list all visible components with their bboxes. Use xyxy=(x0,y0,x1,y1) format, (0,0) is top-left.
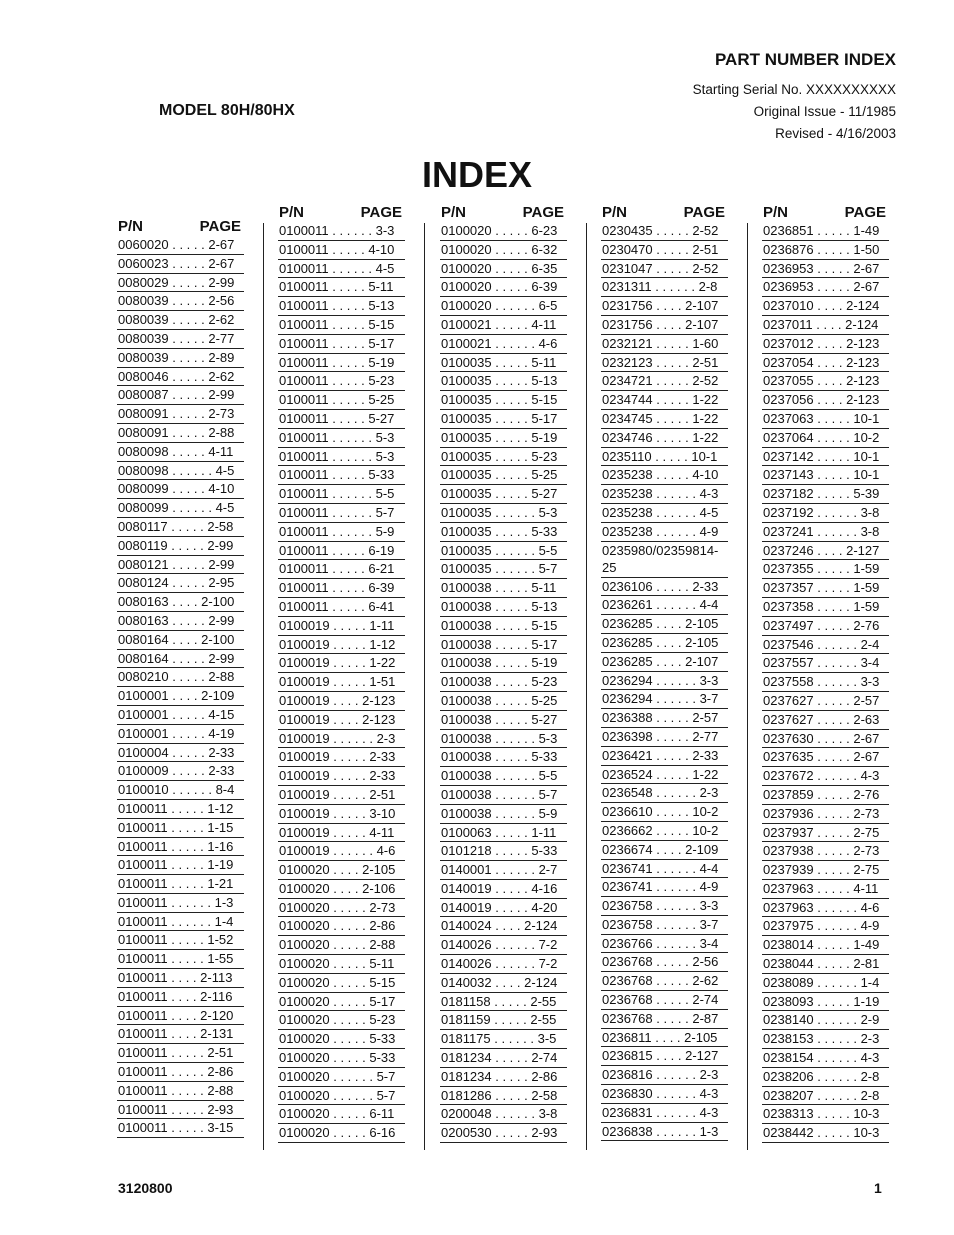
index-entry: 0100011 . . . . . . 5-5 xyxy=(278,485,405,504)
index-entry: 0237182 . . . . . 5-39 xyxy=(762,485,889,504)
column-divider xyxy=(424,223,425,1150)
index-entry: 0100011 . . . . . 1-19 xyxy=(117,856,244,875)
index-entry: 0100019 . . . . . 1-11 xyxy=(278,617,405,636)
index-entry: 0140026 . . . . . . 7-2 xyxy=(440,955,567,974)
pn-header: P/N xyxy=(118,218,144,235)
index-entry: 0080117 . . . . . 2-58 xyxy=(117,518,244,537)
index-entry: 0080039 . . . . . 2-62 xyxy=(117,311,244,330)
index-entry: 0100020 . . . . . . 5-7 xyxy=(278,1087,405,1106)
index-entry: 0181159 . . . . . 2-55 xyxy=(440,1011,567,1030)
index-entry: 0237939 . . . . . 2-75 xyxy=(762,861,889,880)
index-entry: 0100020 . . . . . 5-11 xyxy=(278,955,405,974)
index-entry: 0100038 . . . . . . 5-3 xyxy=(440,730,567,749)
index-entry: 0236838 . . . . . . 1-3 xyxy=(601,1123,728,1142)
index-entry: 0236768 . . . . . 2-87 xyxy=(601,1010,728,1029)
index-entry: 0101218 . . . . . 5-33 xyxy=(440,842,567,861)
index-column-5 xyxy=(762,204,889,1143)
index-entry: 0237627 . . . . . 2-57 xyxy=(762,692,889,711)
index-entry: 0100035 . . . . . 5-19 xyxy=(440,429,567,448)
index-entry: 0100011 . . . . . . 5-3 xyxy=(278,429,405,448)
index-entry: 0238014 . . . . . 1-49 xyxy=(762,936,889,955)
index-entry: 0100011 . . . . . 5-25 xyxy=(278,391,405,410)
index-entry: 0236758 . . . . . . 3-3 xyxy=(601,897,728,916)
index-entry: 0100035 . . . . . 5-27 xyxy=(440,485,567,504)
index-entry: 0100038 . . . . . 5-27 xyxy=(440,711,567,730)
doc-number: 3120800 xyxy=(118,1180,173,1196)
index-entry: 0100010 . . . . . . 8-4 xyxy=(117,781,244,800)
index-entry: 0200048 . . . . . . 3-8 xyxy=(440,1105,567,1124)
index-entry: 0100011 . . . . 2-116 xyxy=(117,988,244,1007)
pn-header: P/N xyxy=(763,204,789,221)
index-entry: 0100011 . . . . . 5-17 xyxy=(278,335,405,354)
serial-number: Starting Serial No. XXXXXXXXXX xyxy=(692,82,896,97)
index-entry: 0100011 . . . . . 5-11 xyxy=(278,278,405,297)
index-entry: 0236388 . . . . . 2-57 xyxy=(601,709,728,728)
index-entry: 0100011 . . . . . 5-23 xyxy=(278,372,405,391)
index-entry: 0235110 . . . . . 10-1 xyxy=(601,448,728,467)
index-entry: 0237627 . . . . . 2-63 xyxy=(762,711,889,730)
index-entry: 0140019 . . . . . 4-20 xyxy=(440,899,567,918)
index-entry: 0237064 . . . . . 10-2 xyxy=(762,429,889,448)
index-entry: 0237063 . . . . . 10-1 xyxy=(762,410,889,429)
index-entry: 0100020 . . . . . 5-15 xyxy=(278,974,405,993)
index-entry: 0234746 . . . . . 1-22 xyxy=(601,429,728,448)
index-entry: 0100011 . . . . . . 4-5 xyxy=(278,260,405,279)
pn-header: P/N xyxy=(441,204,467,221)
original-issue: Original Issue - 11/1985 xyxy=(753,104,896,119)
index-entry: 0100020 . . . . . 2-73 xyxy=(278,899,405,918)
index-entry: 0100011 . . . . . 2-86 xyxy=(117,1063,244,1082)
index-entry: 0100011 . . . . . 2-93 xyxy=(117,1101,244,1120)
index-entry: 0238153 . . . . . . 2-3 xyxy=(762,1030,889,1049)
page-header: PAGE xyxy=(683,204,725,221)
index-entry: 0236831 . . . . . . 4-3 xyxy=(601,1104,728,1123)
index-entry: 0100011 . . . . . 1-16 xyxy=(117,838,244,857)
index-entry: 0236816 . . . . . . 2-3 xyxy=(601,1066,728,1085)
index-entry: 0236830 . . . . . . 4-3 xyxy=(601,1085,728,1104)
index-entry: 0100011 . . . . . 5-15 xyxy=(278,316,405,335)
index-entry: 0237055 . . . . 2-123 xyxy=(762,372,889,391)
index-entry: 0100019 . . . . 2-123 xyxy=(278,711,405,730)
index-entry: 0230435 . . . . . 2-52 xyxy=(601,222,728,241)
index-entry: 0100020 . . . . . 5-23 xyxy=(278,1011,405,1030)
index-entry: 0100035 . . . . . 5-23 xyxy=(440,448,567,467)
index-entry: 0236741 . . . . . . 4-4 xyxy=(601,860,728,879)
index-entry: 0100035 . . . . . 5-11 xyxy=(440,354,567,373)
index-entry: 0100011 . . . . 2-113 xyxy=(117,969,244,988)
pn-header: P/N xyxy=(602,204,628,221)
index-entry: 0236548 . . . . . . 2-3 xyxy=(601,784,728,803)
index-entry: 0080091 . . . . . 2-88 xyxy=(117,424,244,443)
index-entry: 0237938 . . . . . 2-73 xyxy=(762,842,889,861)
index-entry: 0100020 . . . . . . 6-5 xyxy=(440,297,567,316)
index-column-3 xyxy=(440,204,567,1143)
index-entry: 0100011 . . . . . 6-19 xyxy=(278,542,405,561)
index-entry: 0100020 . . . . . 6-23 xyxy=(440,222,567,241)
index-entry: 0234721 . . . . . 2-52 xyxy=(601,372,728,391)
index-entry: 0100011 . . . . . 5-33 xyxy=(278,466,405,485)
index-entry: 0100001 . . . . . 4-15 xyxy=(117,706,244,725)
index-entry: 0100035 . . . . . . 5-7 xyxy=(440,560,567,579)
index-entry: 0237936 . . . . . 2-73 xyxy=(762,805,889,824)
index-entry: 0231756 . . . . 2-107 xyxy=(601,297,728,316)
index-entry: 0080039 . . . . . 2-89 xyxy=(117,349,244,368)
index-entry: 0237963 . . . . . . 4-6 xyxy=(762,899,889,918)
index-entry: 0080210 . . . . . 2-88 xyxy=(117,668,244,687)
index-entry: 0100038 . . . . . . 5-9 xyxy=(440,805,567,824)
index-entry: 0100009 . . . . . 2-33 xyxy=(117,762,244,781)
index-entry: 0231311 . . . . . . 2-8 xyxy=(601,278,728,297)
index-entry: 0237557 . . . . . . 3-4 xyxy=(762,654,889,673)
index-entry: 0100019 . . . . . 1-51 xyxy=(278,673,405,692)
index-entry: 0100020 . . . . . 5-33 xyxy=(278,1030,405,1049)
index-entry: 0238154 . . . . . . 4-3 xyxy=(762,1049,889,1068)
index-entry: 0140024 . . . . 2-124 xyxy=(440,917,567,936)
index-entry: 0238044 . . . . . 2-81 xyxy=(762,955,889,974)
index-entry: 0080029 . . . . . 2-99 xyxy=(117,274,244,293)
index-entry: 0236766 . . . . . . 3-4 xyxy=(601,935,728,954)
index-entry: 0080098 . . . . . 4-11 xyxy=(117,443,244,462)
column-divider xyxy=(747,223,748,1150)
index-entry: 0100011 . . . . . . 1-3 xyxy=(117,894,244,913)
index-entry: 0236285 . . . . 2-105 xyxy=(601,615,728,634)
index-entry: 0100019 . . . . . 2-33 xyxy=(278,748,405,767)
index-entry: 0100035 . . . . . 5-17 xyxy=(440,410,567,429)
index-entry: 0100038 . . . . . 5-25 xyxy=(440,692,567,711)
index-entry: 0100011 . . . . . 5-13 xyxy=(278,297,405,316)
index-entry: 0236285 . . . . 2-107 xyxy=(601,653,728,672)
index-entry: 0237355 . . . . . 1-59 xyxy=(762,560,889,579)
index-entry: 0235238 . . . . . . 4-9 xyxy=(601,523,728,542)
index-entry: 0231047 . . . . . 2-52 xyxy=(601,260,728,279)
index-entry: 0100038 . . . . . 5-33 xyxy=(440,748,567,767)
index-entry: 0100020 . . . . . 5-33 xyxy=(278,1049,405,1068)
index-entry: 0100035 . . . . . . 5-5 xyxy=(440,542,567,561)
index-column-2 xyxy=(278,204,405,1143)
index-entry: 0080163 . . . . . 2-99 xyxy=(117,612,244,631)
index-entry: 0100020 . . . . 2-105 xyxy=(278,861,405,880)
index-entry: 0080163 . . . . 2-100 xyxy=(117,593,244,612)
index-entry: 0237975 . . . . . . 4-9 xyxy=(762,917,889,936)
index-entry: 0236953 . . . . . 2-67 xyxy=(762,278,889,297)
index-entry: 0100019 . . . . . 1-12 xyxy=(278,636,405,655)
index-entry: 0100011 . . . . . 3-15 xyxy=(117,1119,244,1138)
index-entry: 0100011 . . . . . 6-41 xyxy=(278,598,405,617)
index-entry: 0236294 . . . . . . 3-7 xyxy=(601,690,728,709)
index-column-1 xyxy=(117,218,244,1138)
index-entry: 0238442 . . . . . 10-3 xyxy=(762,1124,889,1143)
index-entry: 0238140 . . . . . . 2-9 xyxy=(762,1011,889,1030)
index-entry: 0100011 . . . . . 6-21 xyxy=(278,560,405,579)
index-entry: 0100019 . . . . . 3-10 xyxy=(278,805,405,824)
index-entry: 0236610 . . . . . 10-2 xyxy=(601,803,728,822)
index-entry: 0235980/02359814-25 xyxy=(601,542,728,578)
index-entry: 0237672 . . . . . . 4-3 xyxy=(762,767,889,786)
index-entry: 0234745 . . . . . 1-22 xyxy=(601,410,728,429)
index-entry: 0080121 . . . . . 2-99 xyxy=(117,556,244,575)
index-entry: 0100038 . . . . . 5-23 xyxy=(440,673,567,692)
index-entry: 0100011 . . . . . 1-52 xyxy=(117,931,244,950)
index-entry: 0100011 . . . . . 4-10 xyxy=(278,241,405,260)
index-entry: 0080087 . . . . . 2-99 xyxy=(117,386,244,405)
index-entry: 0236768 . . . . . 2-62 xyxy=(601,972,728,991)
index-entry: 0236662 . . . . . 10-2 xyxy=(601,822,728,841)
index-entry: 0100011 . . . . . 2-88 xyxy=(117,1082,244,1101)
index-entry: 0237143 . . . . . 10-1 xyxy=(762,466,889,485)
index-entry: 0234744 . . . . . 1-22 xyxy=(601,391,728,410)
index-entry: 0236421 . . . . . 2-33 xyxy=(601,747,728,766)
index-entry: 0080164 . . . . . 2-99 xyxy=(117,650,244,669)
index-entry: 0100019 . . . . . . 4-6 xyxy=(278,842,405,861)
index-entry: 0237635 . . . . . 2-67 xyxy=(762,748,889,767)
pn-header: P/N xyxy=(279,204,305,221)
index-entry: 0100035 . . . . . . 5-3 xyxy=(440,504,567,523)
index-entry: 0080119 . . . . . 2-99 xyxy=(117,537,244,556)
index-entry: 0181175 . . . . . . 3-5 xyxy=(440,1030,567,1049)
index-column-4 xyxy=(601,204,728,1141)
index-entry: 0238206 . . . . . . 2-8 xyxy=(762,1068,889,1087)
index-entry: 0236851 . . . . . 1-49 xyxy=(762,222,889,241)
index-entry: 0236768 . . . . . 2-56 xyxy=(601,953,728,972)
index-entry: 0236741 . . . . . . 4-9 xyxy=(601,878,728,897)
index-entry: 0238313 . . . . . 10-3 xyxy=(762,1105,889,1124)
column-divider xyxy=(586,223,587,1150)
index-entry: 0100038 . . . . . 5-15 xyxy=(440,617,567,636)
index-entry: 0100063 . . . . . 1-11 xyxy=(440,824,567,843)
index-entry: 0237246 . . . . 2-127 xyxy=(762,542,889,561)
index-entry: 0060020 . . . . . 2-67 xyxy=(117,236,244,255)
page-header: PAGE xyxy=(522,204,564,221)
index-entry: 0181234 . . . . . 2-86 xyxy=(440,1068,567,1087)
index-entry: 0100011 . . . . . . 5-7 xyxy=(278,504,405,523)
index-entry: 0237011 . . . . 2-124 xyxy=(762,316,889,335)
index-entry: 0100004 . . . . . 2-33 xyxy=(117,744,244,763)
index-entry: 0235238 . . . . . . 4-5 xyxy=(601,504,728,523)
page-number: 1 xyxy=(874,1180,882,1196)
index-entry: 0237010 . . . . 2-124 xyxy=(762,297,889,316)
page-header: PAGE xyxy=(360,204,402,221)
index-entry: 0232123 . . . . . 2-51 xyxy=(601,354,728,373)
index-entry: 0181286 . . . . . 2-58 xyxy=(440,1087,567,1106)
column-header xyxy=(601,204,728,222)
column-header xyxy=(440,204,567,222)
index-entry: 0080164 . . . . 2-100 xyxy=(117,631,244,650)
index-entry: 0237142 . . . . . 10-1 xyxy=(762,448,889,467)
index-entry: 0100019 . . . . . 2-33 xyxy=(278,767,405,786)
index-entry: 0237192 . . . . . . 3-8 xyxy=(762,504,889,523)
revised-date: Revised - 4/16/2003 xyxy=(775,126,896,141)
index-entry: 0237056 . . . . 2-123 xyxy=(762,391,889,410)
index-entry: 0080124 . . . . . 2-95 xyxy=(117,574,244,593)
index-entry: 0100038 . . . . . 5-11 xyxy=(440,579,567,598)
index-entry: 0237241 . . . . . . 3-8 xyxy=(762,523,889,542)
column-divider xyxy=(263,223,264,1150)
index-entry: 0100019 . . . . . . 2-3 xyxy=(278,730,405,749)
index-entry: 0231756 . . . . 2-107 xyxy=(601,316,728,335)
index-entry: 0100020 . . . . . . 5-7 xyxy=(278,1068,405,1087)
index-entry: 0140026 . . . . . . 7-2 xyxy=(440,936,567,955)
index-entry: 0080098 . . . . . . 4-5 xyxy=(117,462,244,481)
index-entry: 0235238 . . . . . 4-10 xyxy=(601,466,728,485)
index-entry: 0238093 . . . . . 1-19 xyxy=(762,993,889,1012)
index-entry: 0100011 . . . . . 1-21 xyxy=(117,875,244,894)
index-entry: 0237358 . . . . . 1-59 xyxy=(762,598,889,617)
index-entry: 0100035 . . . . . 5-13 xyxy=(440,372,567,391)
index-entry: 0181158 . . . . . 2-55 xyxy=(440,993,567,1012)
index-entry: 0236106 . . . . . 2-33 xyxy=(601,578,728,597)
index-entry: 0238207 . . . . . . 2-8 xyxy=(762,1087,889,1106)
index-entry: 0232121 . . . . . 1-60 xyxy=(601,335,728,354)
index-entry: 0237497 . . . . . 2-76 xyxy=(762,617,889,636)
column-header xyxy=(278,204,405,222)
header-title: PART NUMBER INDEX xyxy=(714,50,896,69)
index-entry: 0100001 . . . . 2-109 xyxy=(117,687,244,706)
index-entry: 0100011 . . . . 2-131 xyxy=(117,1025,244,1044)
index-entry: 0100035 . . . . . 5-33 xyxy=(440,523,567,542)
column-header xyxy=(117,218,244,236)
index-entry: 0181234 . . . . . 2-74 xyxy=(440,1049,567,1068)
index-entry: 0100021 . . . . . 4-11 xyxy=(440,316,567,335)
index-entry: 0100011 . . . . . 6-39 xyxy=(278,579,405,598)
index-entry: 0236815 . . . . 2-127 xyxy=(601,1047,728,1066)
index-entry: 0080099 . . . . . . 4-5 xyxy=(117,499,244,518)
index-entry: 0236674 . . . . 2-109 xyxy=(601,841,728,860)
index-entry: 0100038 . . . . . . 5-7 xyxy=(440,786,567,805)
index-entry: 0060023 . . . . . 2-67 xyxy=(117,255,244,274)
index-entry: 0100011 . . . . . . 5-3 xyxy=(278,448,405,467)
index-entry: 0100020 . . . . . 6-32 xyxy=(440,241,567,260)
index-entry: 0236758 . . . . . . 3-7 xyxy=(601,916,728,935)
index-entry: 0236524 . . . . . 1-22 xyxy=(601,766,728,785)
index-entry: 0100020 . . . . . 6-11 xyxy=(278,1105,405,1124)
index-entry: 0100011 . . . . . . 5-9 xyxy=(278,523,405,542)
index-entry: 0100020 . . . . 2-106 xyxy=(278,880,405,899)
index-entry: 0100020 . . . . . 6-35 xyxy=(440,260,567,279)
index-entry: 0237054 . . . . 2-123 xyxy=(762,354,889,373)
index-entry: 0237558 . . . . . . 3-3 xyxy=(762,673,889,692)
index-entry: 0236876 . . . . . 1-50 xyxy=(762,241,889,260)
index-entry: 0100019 . . . . 2-123 xyxy=(278,692,405,711)
index-entry: 0236398 . . . . . 2-77 xyxy=(601,728,728,747)
index-entry: 0236811 . . . . 2-105 xyxy=(601,1029,728,1048)
index-entry: 0080039 . . . . . 2-56 xyxy=(117,292,244,311)
index-entry: 0236294 . . . . . . 3-3 xyxy=(601,672,728,691)
index-entry: 0100011 . . . . . 1-15 xyxy=(117,819,244,838)
index-entry: 0100021 . . . . . . 4-6 xyxy=(440,335,567,354)
index-entry: 0100038 . . . . . 5-19 xyxy=(440,654,567,673)
index-entry: 0100035 . . . . . 5-25 xyxy=(440,466,567,485)
index-entry: 0140019 . . . . . 4-16 xyxy=(440,880,567,899)
index-entry: 0236285 . . . . 2-105 xyxy=(601,634,728,653)
index-entry: 0140001 . . . . . . 2-7 xyxy=(440,861,567,880)
index-entry: 0100011 . . . . . 1-55 xyxy=(117,950,244,969)
index-entry: 0230470 . . . . . 2-51 xyxy=(601,241,728,260)
header-block xyxy=(693,50,896,145)
index-entry: 0237546 . . . . . . 2-4 xyxy=(762,636,889,655)
index-entry: 0236953 . . . . . 2-67 xyxy=(762,260,889,279)
model-label: MODEL 80H/80HX xyxy=(159,102,295,119)
index-entry: 0080046 . . . . . 2-62 xyxy=(117,368,244,387)
index-entry: 0100011 . . . . . . 1-4 xyxy=(117,913,244,932)
index-entry: 0100011 . . . . . 1-12 xyxy=(117,800,244,819)
index-entry: 0237012 . . . . 2-123 xyxy=(762,335,889,354)
page-header: PAGE xyxy=(199,218,241,235)
index-entry: 0100001 . . . . . 4-19 xyxy=(117,725,244,744)
index-entry: 0100038 . . . . . 5-13 xyxy=(440,598,567,617)
index-entry: 0235238 . . . . . . 4-3 xyxy=(601,485,728,504)
index-entry: 0238089 . . . . . . 1-4 xyxy=(762,974,889,993)
index-entry: 0237357 . . . . . 1-59 xyxy=(762,579,889,598)
index-entry: 0080099 . . . . . 4-10 xyxy=(117,480,244,499)
index-entry: 0100011 . . . . . 5-27 xyxy=(278,410,405,429)
index-entry: 0100020 . . . . . 6-39 xyxy=(440,278,567,297)
index-entry: 0140032 . . . . 2-124 xyxy=(440,974,567,993)
index-entry: 0100019 . . . . . 4-11 xyxy=(278,824,405,843)
index-entry: 0100038 . . . . . . 5-5 xyxy=(440,767,567,786)
index-entry: 0237963 . . . . . 4-11 xyxy=(762,880,889,899)
index-entry: 0237937 . . . . . 2-75 xyxy=(762,824,889,843)
index-entry: 0080039 . . . . . 2-77 xyxy=(117,330,244,349)
index-entry: 0100011 . . . . . 2-51 xyxy=(117,1044,244,1063)
index-entry: 0100020 . . . . . 5-17 xyxy=(278,993,405,1012)
index-entry: 0236261 . . . . . . 4-4 xyxy=(601,596,728,615)
index-entry: 0100038 . . . . . 5-17 xyxy=(440,636,567,655)
index-entry: 0237630 . . . . . 2-67 xyxy=(762,730,889,749)
index-entry: 0100011 . . . . . . 3-3 xyxy=(278,222,405,241)
index-entry: 0100019 . . . . . 2-51 xyxy=(278,786,405,805)
index-entry: 0100011 . . . . 2-120 xyxy=(117,1007,244,1026)
index-entry: 0100011 . . . . . 5-19 xyxy=(278,354,405,373)
index-entry: 0100020 . . . . . 6-16 xyxy=(278,1124,405,1143)
index-entry: 0200530 . . . . . 2-93 xyxy=(440,1124,567,1143)
index-entry: 0100019 . . . . . 1-22 xyxy=(278,654,405,673)
index-entry: 0100020 . . . . . 2-86 xyxy=(278,917,405,936)
index-entry: 0237859 . . . . . 2-76 xyxy=(762,786,889,805)
page-header: PAGE xyxy=(844,204,886,221)
index-entry: 0100035 . . . . . 5-15 xyxy=(440,391,567,410)
index-entry: 0236768 . . . . . 2-74 xyxy=(601,991,728,1010)
index-entry: 0100020 . . . . . 2-88 xyxy=(278,936,405,955)
column-header xyxy=(762,204,889,222)
index-title: INDEX xyxy=(421,154,533,195)
index-entry: 0080091 . . . . . 2-73 xyxy=(117,405,244,424)
